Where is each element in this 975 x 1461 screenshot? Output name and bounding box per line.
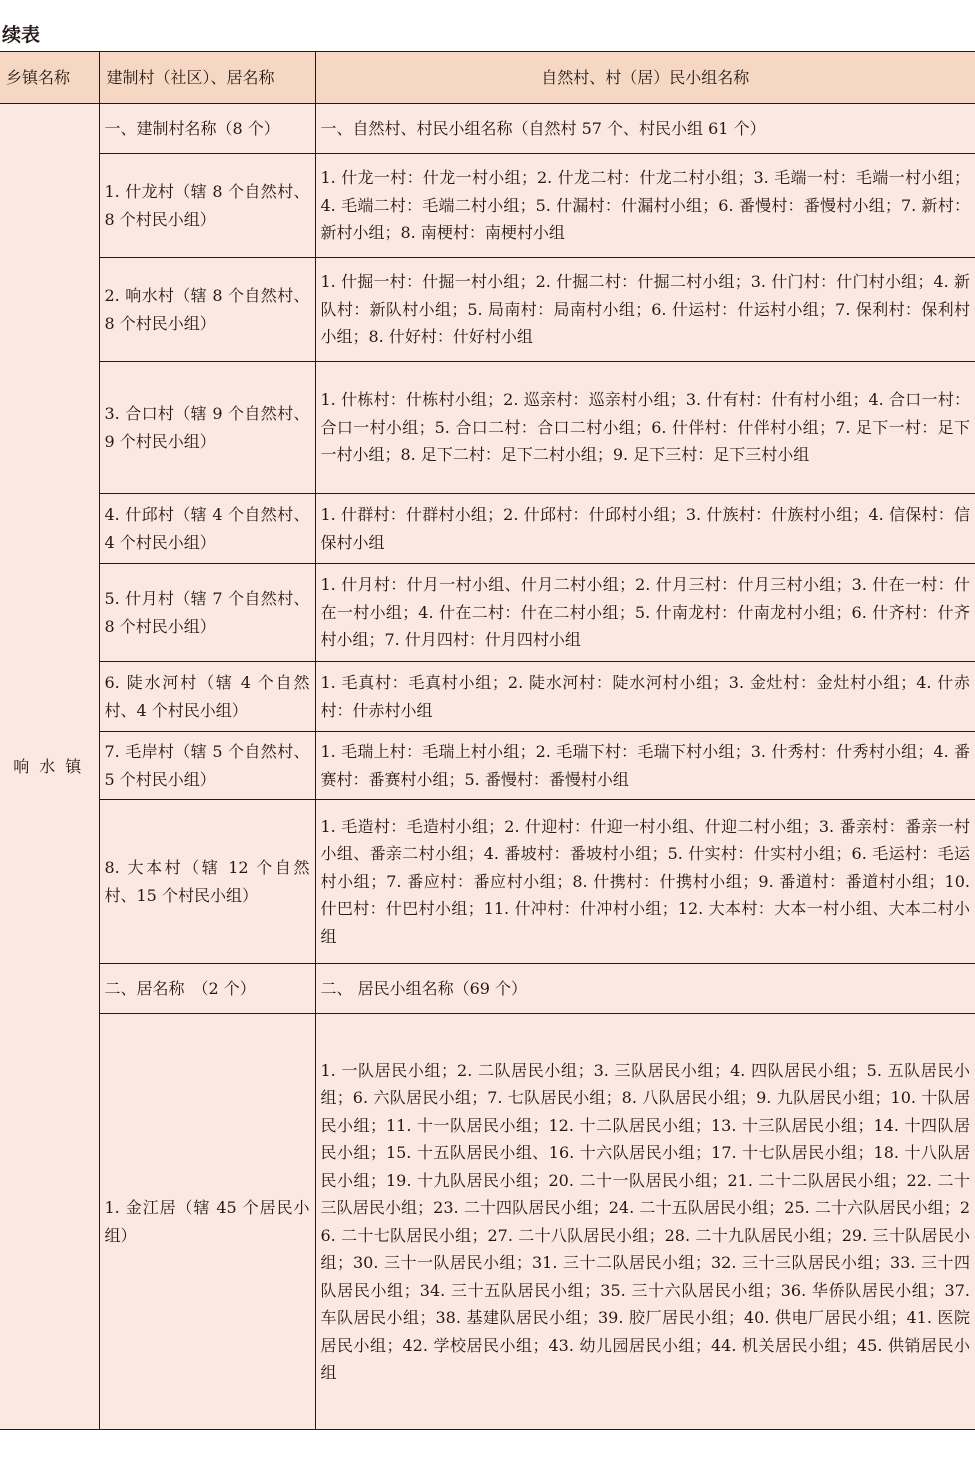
- table-row: [0, 494, 975, 564]
- row-right-cell: 1. 毛造村：毛造村小组；2. 什迎村：什迎一村小组、什迎二村小组；3. 番亲村：番亲一村小组、番亲二村小组；4. 番坡村：番坡村小组；5. 什实村：什实村小组；6. 毛运村：毛运村小组；7. 番应村：番应村小组；8. 什携村：什携村小组；9. 番道村：番道村小组；10. 什巴村：什巴村小组；11. 什冲村：什冲村小组；12. 大本村：大本一村小组、大本二村小组: [315, 800, 975, 964]
- row-right-cell: 1. 什掘一村：什掘一村小组；2. 什掘二村：什掘二村小组；3. 什门村：什门村小组；4. 新队村：新队村小组；5. 局南村：局南村小组；6. 什运村：什运村小组；7. 保利村：保利村小组；8. 什好村：什好村小组: [315, 258, 975, 362]
- row-right-cell: 1. 什栋村：什栋村小组；2. 巡亲村：巡亲村小组；3. 什有村：什有村小组；4. 合口一村：合口一村小组；5. 合口二村：合口二村小组；6. 什伴村：什伴村小组；7. 足下一村：足下一村小组；8. 足下二村：足下二村小组；9. 足下三村：足下三村小组: [315, 362, 975, 494]
- table-row: [0, 800, 975, 964]
- table-row: [0, 662, 975, 732]
- table-row: [0, 1014, 975, 1430]
- row-right-cell: 1. 什月村：什月一村小组、什月二村小组；2. 什月三村：什月三村小组；3. 什在一村：什在一村小组；4. 什在二村：什在二村小组；5. 什南龙村：什南龙村小组；6. 什齐村：什齐村小组；7. 什月四村：什月四村小组: [315, 564, 975, 662]
- village-table: [0, 51, 975, 1430]
- row-left-cell: 1. 什龙村（辖 8 个自然村、8 个村民小组）: [99, 154, 315, 258]
- row-left-cell: 3. 合口村（辖 9 个自然村、9 个村民小组）: [99, 362, 315, 494]
- header-township: 乡镇名称: [0, 52, 99, 104]
- row-right-cell: 1. 什龙一村：什龙一村小组；2. 什龙二村：什龙二村小组；3. 毛端一村：毛端一村小组；4. 毛端二村：毛端二村小组；5. 什漏村：什漏村小组；6. 番慢村：番慢村小组；7. 新村：新村小组；8. 南梗村：南梗村小组: [315, 154, 975, 258]
- table-row: [0, 732, 975, 800]
- table-row: [0, 258, 975, 362]
- header-admin-village: 建制村（社区）、居名称: [99, 52, 315, 104]
- row-right-cell: 一、自然村、村民小组名称（自然村 57 个、村民小组 61 个）: [315, 104, 975, 154]
- table-row: [0, 564, 975, 662]
- row-left-cell: 4. 什邱村（辖 4 个自然村、4 个村民小组）: [99, 494, 315, 564]
- header-natural-village: 自然村、村（居）民小组名称: [315, 52, 975, 104]
- township-name: 响水镇: [0, 104, 99, 1430]
- row-right-cell: 1. 一队居民小组；2. 二队居民小组；3. 三队居民小组；4. 四队居民小组；5. 五队居民小组；6. 六队居民小组；7. 七队居民小组；8. 八队居民小组；9. 九队居民小组；10. 十队居民小组；11. 十一队居民小组；12. 十二队居民小组；13. 十三队居民小组；14. 十四队居民小组；15. 十五队居民小组、16. 十六队居民小组；17. 十七队居民小组；18. 十八队居民小组；19. 十九队居民小组；20. 二十一队居民小组；21. 二十二队居民小组；22. 二十三队居民小组；23. 二十四队居民小组；24. 二十五队居民小组；25. 二十六队居民小组；26. 二十七队居民小组；27. 二十八队居民小组；28. 二十九队居民小组；29. 三十队居民小组；30. 三十一队居民小组；31. 三十二队居民小组；32. 三十三队居民小组；33. 三十四队居民小组；34. 三十五队居民小组；35. 三十六队居民小组；36. 华侨队居民小组；37. 车队居民小组；38. 基建队居民小组；39. 胶厂居民小组；40. 供电厂居民小组；41. 医院居民小组；42. 学校居民小组；43. 幼儿园居民小组；44. 机关居民小组；45. 供销居民小组: [315, 1014, 975, 1430]
- table-header-row: [0, 52, 975, 104]
- row-right-cell: 1. 什群村：什群村小组；2. 什邱村：什邱村小组；3. 什族村：什族村小组；4. 信保村：信保村小组: [315, 494, 975, 564]
- row-left-cell: 6. 陡水河村（辖 4 个自然村、4 个村民小组）: [99, 662, 315, 732]
- row-left-cell: 二、居名称 （2 个）: [99, 964, 315, 1014]
- row-right-cell: 1. 毛瑞上村：毛瑞上村小组；2. 毛瑞下村：毛瑞下村小组；3. 什秀村：什秀村小组；4. 番赛村：番赛村小组；5. 番慢村：番慢村小组: [315, 732, 975, 800]
- table-row: [0, 154, 975, 258]
- row-left-cell: 7. 毛岸村（辖 5 个自然村、5 个村民小组）: [99, 732, 315, 800]
- table-row: [0, 104, 975, 154]
- table-row: [0, 362, 975, 494]
- row-right-cell: 二、 居民小组名称（69 个）: [315, 964, 975, 1014]
- row-right-cell: 1. 毛真村：毛真村小组；2. 陡水河村：陡水河村小组；3. 金灶村：金灶村小组；4. 什赤村：什赤村小组: [315, 662, 975, 732]
- row-left-cell: 5. 什月村（辖 7 个自然村、8 个村民小组）: [99, 564, 315, 662]
- row-left-cell: 2. 响水村（辖 8 个自然村、8 个村民小组）: [99, 258, 315, 362]
- row-left-cell: 一、建制村名称（8 个）: [99, 104, 315, 154]
- row-left-cell: 8. 大本村（辖 12 个自然村、15 个村民小组）: [99, 800, 315, 964]
- table-row: [0, 964, 975, 1014]
- row-left-cell: 1. 金江居（辖 45 个居民小组）: [99, 1014, 315, 1430]
- table-caption: 续表: [2, 24, 41, 46]
